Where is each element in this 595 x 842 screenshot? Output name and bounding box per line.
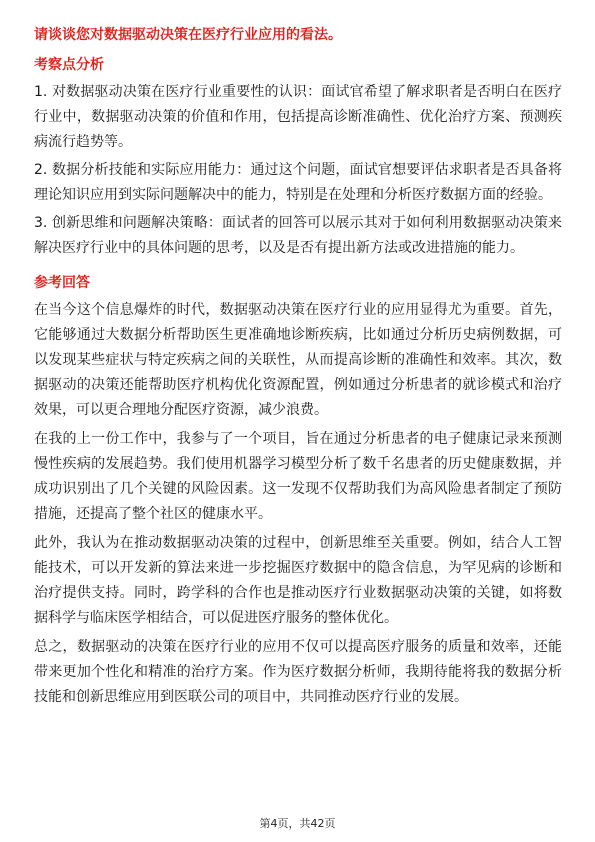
question-title: 请谈谈您对数据驱动决策在医疗行业应用的看法。: [34, 27, 342, 43]
analysis-heading: 考察点分析: [34, 57, 104, 73]
answer-paragraph: 在当今这个信息爆炸的时代，数据驱动决策在医疗行业的应用显得尤为重要。首先，它能够通过大数据分析帮助医生更准确地诊断疾病，比如通过分析历史病例数据，可以发现某些症状与特定疾病之间的关联性，从而提高诊断的准确性和效率。其次，数据驱动的决策还能帮助医疗机构优化资源配置，例如通过分析患者的就诊模式和治疗效果，可以更合理地分配医疗资源，减少浪费。: [34, 302, 562, 418]
page-number: 第4页，共42页: [259, 817, 336, 830]
analysis-point: 1. 对数据驱动决策在医疗行业重要性的认识：面试官希望了解求职者是否明白在医疗行业中，数据驱动决策的价值和作用，包括提高诊断准确性、优化治疗方案、预测疾病流行趋势等。: [34, 84, 562, 150]
answer-paragraph: 此外，我认为在推动数据驱动决策的过程中，创新思维至关重要。例如，结合人工智能技术，可以开发新的算法来进一步挖掘医疗数据中的隐含信息，为罕见病的诊断和治疗提供支持。同时，跨学科的合作也是推动医疗行业数据驱动决策的关键，如将数据科学与临床医学相结合，可以促进医疗服务的整体优化。: [34, 535, 562, 626]
analysis-point: 3. 创新思维和问题解决策略：面试者的回答可以展示其对于如何利用数据驱动决策来解决医疗行业中的具体问题的思考，以及是否有提出新方法或改进措施的能力。: [34, 215, 562, 256]
answer-section: [34, 272, 562, 710]
document-page: [34, 24, 562, 714]
analysis-section: [34, 54, 562, 261]
answer-paragraph: 在我的上一份工作中，我参与了一个项目，旨在通过分析患者的电子健康记录来预测慢性疾病的发展趋势。我们使用机器学习模型分析了数千名患者的历史健康数据，并成功识别出了几个关键的风险因素。这一发现不仅帮助我们为高风险患者制定了预防措施，还提高了整个社区的健康水平。: [34, 431, 562, 522]
answer-paragraph: 总之，数据驱动的决策在医疗行业的应用不仅可以提高医疗服务的质量和效率，还能带来更加个性化和精准的治疗方案。作为医疗数据分析师，我期待能将我的数据分析技能和创新思维应用到医联公司的项目中，共同推动医疗行业的发展。: [34, 639, 562, 705]
analysis-point: 2. 数据分析技能和实际应用能力：通过这个问题，面试官想要评估求职者是否具备将理论知识应用到实际问题解决中的能力，特别是在处理和分析医疗数据方面的经验。: [34, 162, 562, 203]
answer-heading: 参考回答: [34, 275, 90, 291]
